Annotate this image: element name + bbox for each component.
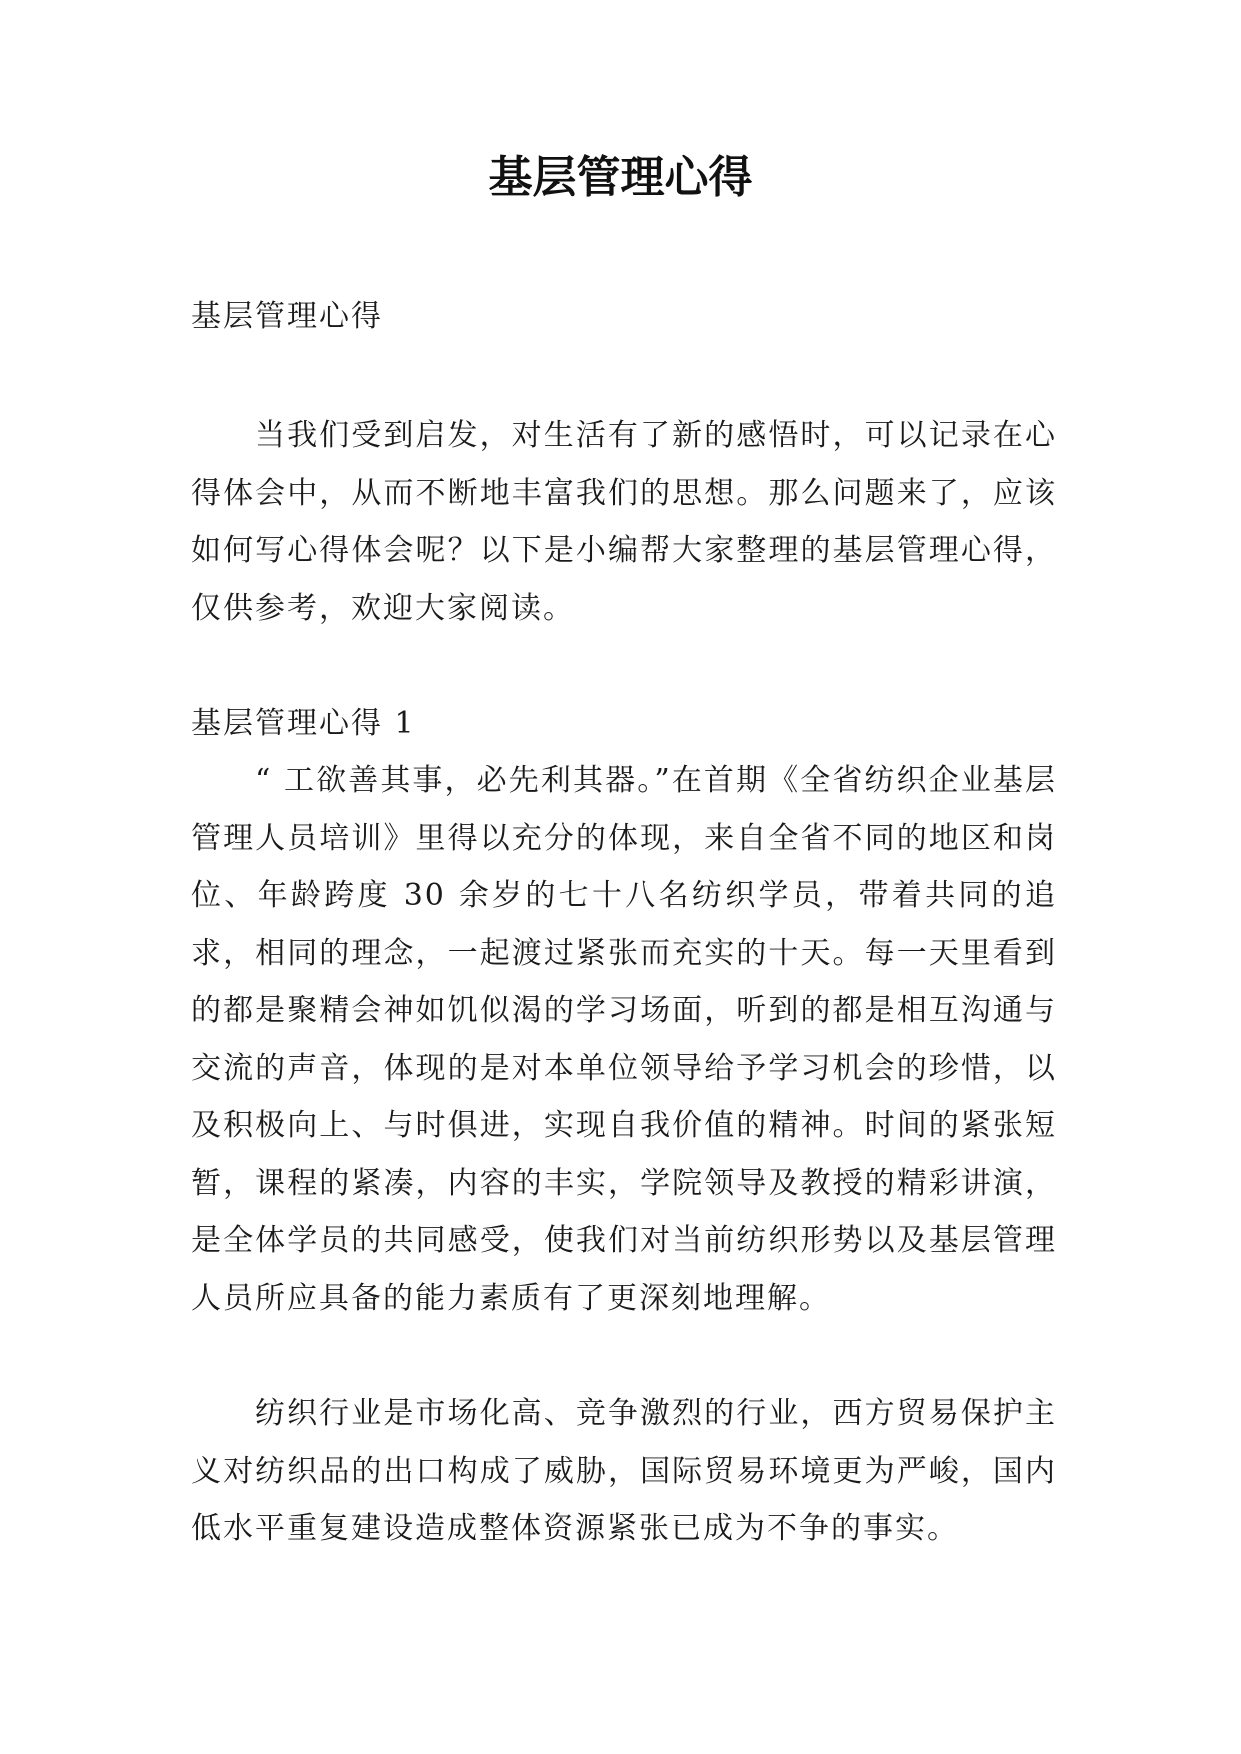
- section1-paragraph-2: 纺织行业是市场化高、竞争激烈的行业，西方贸易保护主义对纺织品的出口构成了威胁，国际贸易环境更为严峻，国内低水平重复建设造成整体资源紧张已成为不争的事实。: [191, 1396, 1057, 1546]
- intro-paragraph: 当我们受到启发，对生活有了新的感悟时，可以记录在心得体会中，从而不断地丰富我们的思想。那么问题来了，应该如何写心得体会呢？以下是小编帮大家整理的基层管理心得，仅供参考，欢迎大家阅读。: [191, 418, 1057, 626]
- document-title: 基层管理心得: [488, 152, 753, 203]
- section-heading-1: 基层管理心得 1: [191, 706, 416, 741]
- document-subtitle: 基层管理心得: [191, 299, 383, 334]
- section1-paragraph-1: “ 工欲善其事，必先利其器。”在首期《全省纺织企业基层管理人员培训》里得以充分的体现，来自全省不同的地区和岗位、年龄跨度 30 余岁的七十八名纺织学员，带着共同的追求，相同的理念，一起渡过紧张而充实的十天。每一天里看到的都是聚精会神如饥似渴的学习场面，听到的都是相互沟通与交流的声音，体现的是对本单位领导给予学习机会的珍惜，以及积极向上、与时俱进，实现自我价值的精神。时间的紧张短暂，课程的紧凑，内容的丰实，学院领导及教授的精彩讲演，是全体学员的共同感受，使我们对当前纺织形势以及基层管理人员所应具备的能力素质有了更深刻地理解。: [191, 763, 1057, 1316]
